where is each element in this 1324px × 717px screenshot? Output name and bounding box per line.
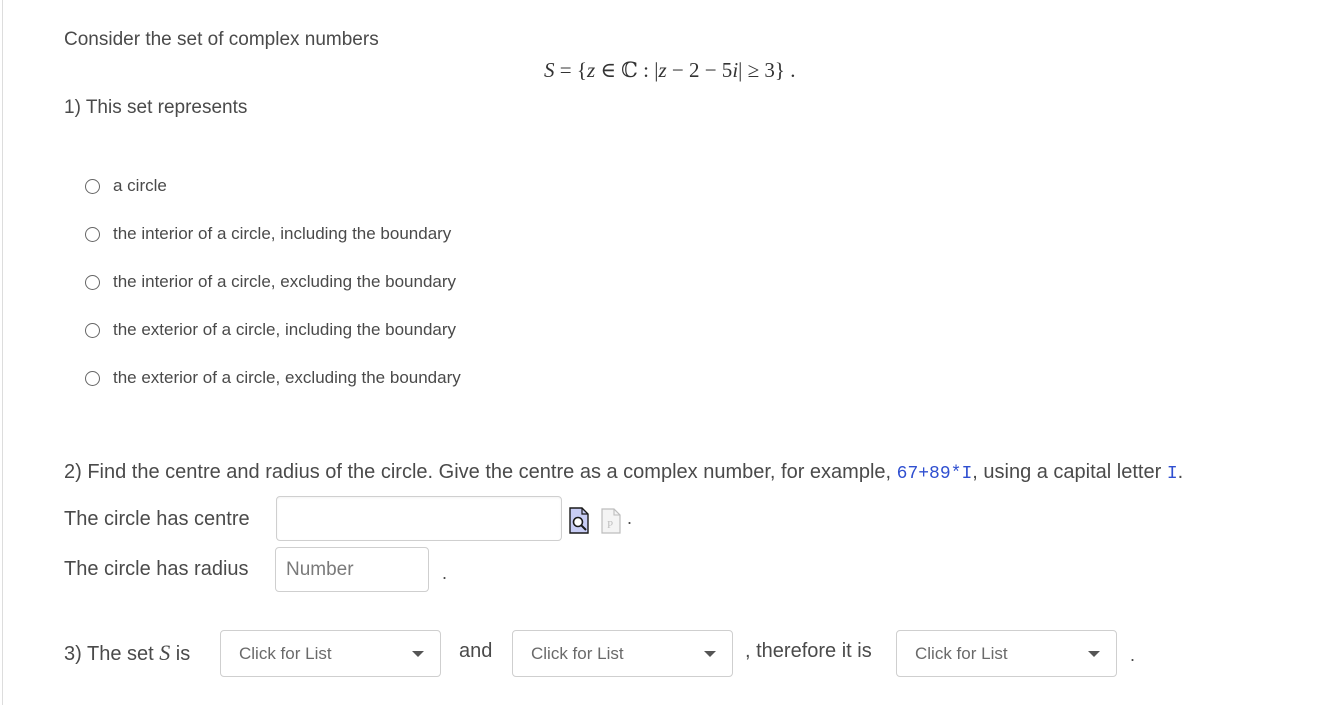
capital-letter-code: I [1166, 464, 1178, 484]
select-value: Click for List [915, 644, 1008, 663]
therefore-label: , therefore it is [745, 640, 872, 662]
centre-label: The circle has centre [64, 508, 250, 530]
left-border [2, 0, 3, 705]
question-3-prompt: 3) The set S is [64, 640, 191, 665]
radio-button[interactable] [85, 227, 100, 242]
question-1-prompt: 1) This set represents [64, 97, 248, 118]
centre-input[interactable] [276, 496, 562, 541]
question-2-prompt: 2) Find the centre and radius of the circle. Give the centre as a complex number, for example, 67+89*I, using a capital letter I. [64, 461, 1184, 484]
radius-period: . [442, 563, 448, 583]
chevron-down-icon [704, 651, 716, 657]
set-property-select[interactable] [512, 630, 733, 677]
option-label: the exterior of a circle, including the boundary [113, 320, 457, 339]
option-label: the interior of a circle, including the boundary [113, 224, 452, 243]
radio-button[interactable] [85, 323, 100, 338]
select-value: Click for List [531, 644, 624, 663]
option-exterior-excluding[interactable] [85, 354, 461, 402]
option-interior-excluding[interactable] [85, 258, 461, 306]
radio-button[interactable] [85, 179, 100, 194]
question-3-period: . [1130, 645, 1136, 665]
intro-text: Consider the set of complex numbers [64, 29, 379, 50]
centre-period: . [627, 508, 633, 528]
paste-icon[interactable] [600, 508, 622, 534]
option-label: a circle [113, 176, 167, 195]
and-label: and [459, 640, 493, 662]
option-circle[interactable] [85, 162, 461, 210]
option-exterior-including[interactable] [85, 306, 461, 354]
select-value: Click for List [239, 644, 332, 663]
radio-button[interactable] [85, 371, 100, 386]
option-label: the interior of a circle, excluding the boundary [113, 272, 457, 291]
set-formula: S = {z ∈ ℂ : |z − 2 − 5i| ≥ 3} . [544, 58, 796, 82]
chevron-down-icon [412, 651, 424, 657]
conclusion-select[interactable] [896, 630, 1117, 677]
option-label: the exterior of a circle, excluding the boundary [113, 368, 461, 387]
preview-icon[interactable] [568, 507, 590, 534]
svg-text:P: P [607, 519, 614, 531]
option-interior-including[interactable] [85, 210, 461, 258]
radius-label: The circle has radius [64, 558, 249, 580]
radio-button[interactable] [85, 275, 100, 290]
radius-input[interactable] [275, 547, 429, 592]
chevron-down-icon [1088, 651, 1100, 657]
example-code: 67+89*I [896, 464, 973, 484]
question-1-options [85, 162, 461, 402]
set-type-select[interactable] [220, 630, 441, 677]
